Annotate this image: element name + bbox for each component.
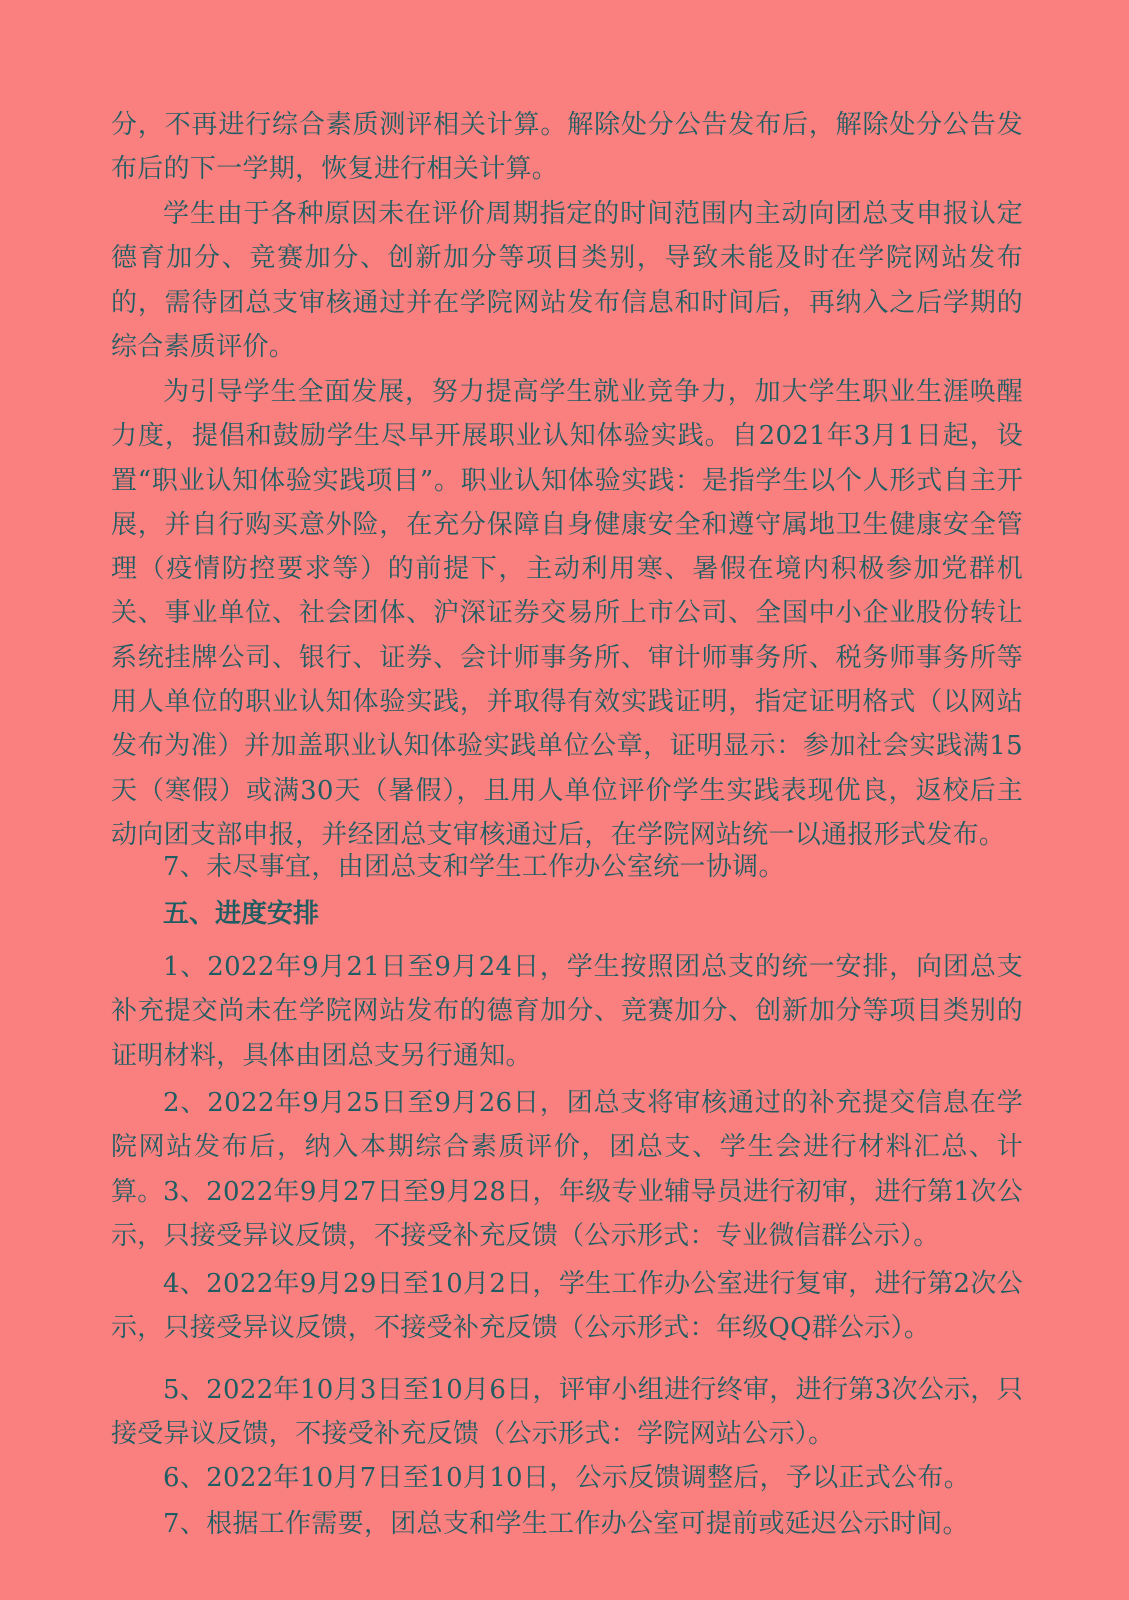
section-heading-schedule: 五、进度安排 [163,899,320,929]
paragraph-item-7: 7、未尽事宜，由团总支和学生工作办公室统一协调。 [163,852,785,882]
paragraph-career-practice: 为引导学生全面发展，努力提高学生就业竞争力，加大学生职业生涯唤醒力度，提倡和鼓励学生尽早开展职业认知体验实践。自2021年3月1日起，设置“职业认知体验实践项目”。职业认知体验实践：是指学生以个人形式自主开展，并自行购买意外险，在充分保障自身健康安全和遵守属地卫生健康安全管理（疫情防控要求等）的前提下，主动利用寒、暑假在境内积极参加党群机关、事业单位、社会团体、沪深证券交易所上市公司、全国中小企业股份转让系统挂牌公司、银行、证券、会计师事务所、审计师事务所、税务师事务所等用人单位的职业认知体验实践，并取得有效实践证明，指定证明格式（以网站发布为准）并加盖职业认知体验实践单位公章，证明显示：参加社会实践满15天（寒假）或满30天（暑假），且用人单位评价学生实践表现优良，返校后主动向团支部申报，并经团总支审核通过后，在学院网站统一以通报形式发布。 [111,377,1023,850]
schedule-item-3: 3、2022年9月27日至9月28日，年级专业辅导员进行初审，进行第1次公示，只接受异议反馈，不接受补充反馈（公示形式：专业微信群公示）。 [111,1177,1023,1252]
schedule-item-2: 2、2022年9月25日至9月26日，团总支将审核通过的补充提交信息在学院网站发布后，纳入本期综合素质评价，团总支、学生会进行材料汇总、计算。 [111,1088,1023,1207]
paragraph-late-submission: 学生由于各种原因未在评价周期指定的时间范围内主动向团总支申报认定德育加分、竞赛加分、创新加分等项目类别，导致未能及时在学院网站发布的，需待团总支审核通过并在学院网站发布信息和时间后，再纳入之后学期的综合素质评价。 [111,199,1023,362]
schedule-item-1: 1、2022年9月21日至9月24日，学生按照团总支的统一安排，向团总支补充提交尚未在学院网站发布的德育加分、竞赛加分、创新加分等项目类别的证明材料，具体由团总支另行通知。 [111,952,1023,1071]
paragraph-penalty-note: 分，不再进行综合素质测评相关计算。解除处分公告发布后，解除处分公告发布后的下一学期，恢复进行相关计算。 [111,110,1023,185]
schedule-item-7: 7、根据工作需要，团总支和学生工作办公室可提前或延迟公示时间。 [163,1509,969,1539]
schedule-item-6: 6、2022年10月7日至10月10日，公示反馈调整后，予以正式公布。 [163,1463,971,1493]
schedule-item-4: 4、2022年9月29日至10月2日，学生工作办公室进行复审，进行第2次公示，只接受异议反馈，不接受补充反馈（公示形式：年级QQ群公示）。 [111,1269,1023,1344]
schedule-item-5: 5、2022年10月3日至10月6日，评审小组进行终审，进行第3次公示，只接受异议反馈，不接受补充反馈（公示形式：学院网站公示）。 [111,1375,1023,1450]
